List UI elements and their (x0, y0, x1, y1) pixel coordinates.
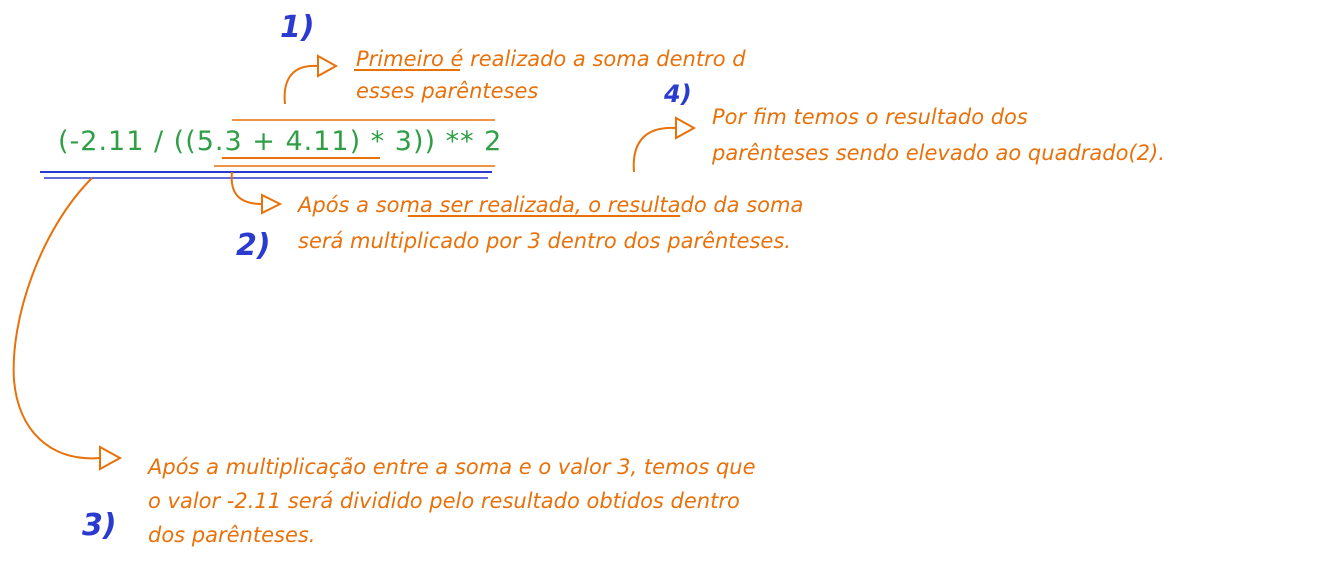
arrow-4 (634, 128, 676, 172)
primeiro-keyword: Primeiro (356, 47, 444, 71)
step-number-1: 1) (280, 10, 315, 45)
annotation-3-line-1: Após a multiplicação entre a soma e o valor 3, temos que (148, 455, 756, 479)
arrow-1-head (318, 56, 336, 76)
annotation-4-line-2: parênteses sendo elevado ao quadrado(2). (712, 141, 1165, 165)
annotation-1-line-1-rest: é realizado a soma dentro d (443, 47, 746, 71)
soma-realizada-keyword: soma ser realizada (375, 193, 575, 217)
annotation-3-line-2: o valor -2.11 será dividido pelo resultado obtidos dentro (148, 489, 740, 513)
annotation-3-line-3: dos parênteses. (148, 523, 316, 547)
python-expression: (-2.11 / ((5.3 + 4.11) * 3)) ** 2 (58, 126, 503, 157)
step-number-2: 2) (236, 228, 271, 263)
step-number-3: 3) (82, 508, 117, 543)
annotation-2-pre: Após a (298, 193, 376, 217)
annotation-1-line-1 (356, 44, 746, 74)
arrow-3 (14, 178, 100, 458)
arrow-1 (285, 66, 318, 104)
arrow-3-head (100, 447, 120, 469)
step-number-4: 4) (664, 80, 692, 108)
annotation-2-post: , o resultado da soma (574, 193, 804, 217)
annotation-4-line-1: Por fim temos o resultado dos (712, 105, 1028, 129)
annotation-1-line-2: esses parênteses (356, 79, 539, 103)
arrow-2 (232, 172, 262, 204)
arrow-4-head (676, 118, 694, 138)
annotation-2-line-1 (298, 190, 803, 220)
arrow-2-head (262, 195, 280, 213)
annotation-2-line-2: será multiplicado por 3 dentro dos parênteses. (298, 229, 791, 253)
